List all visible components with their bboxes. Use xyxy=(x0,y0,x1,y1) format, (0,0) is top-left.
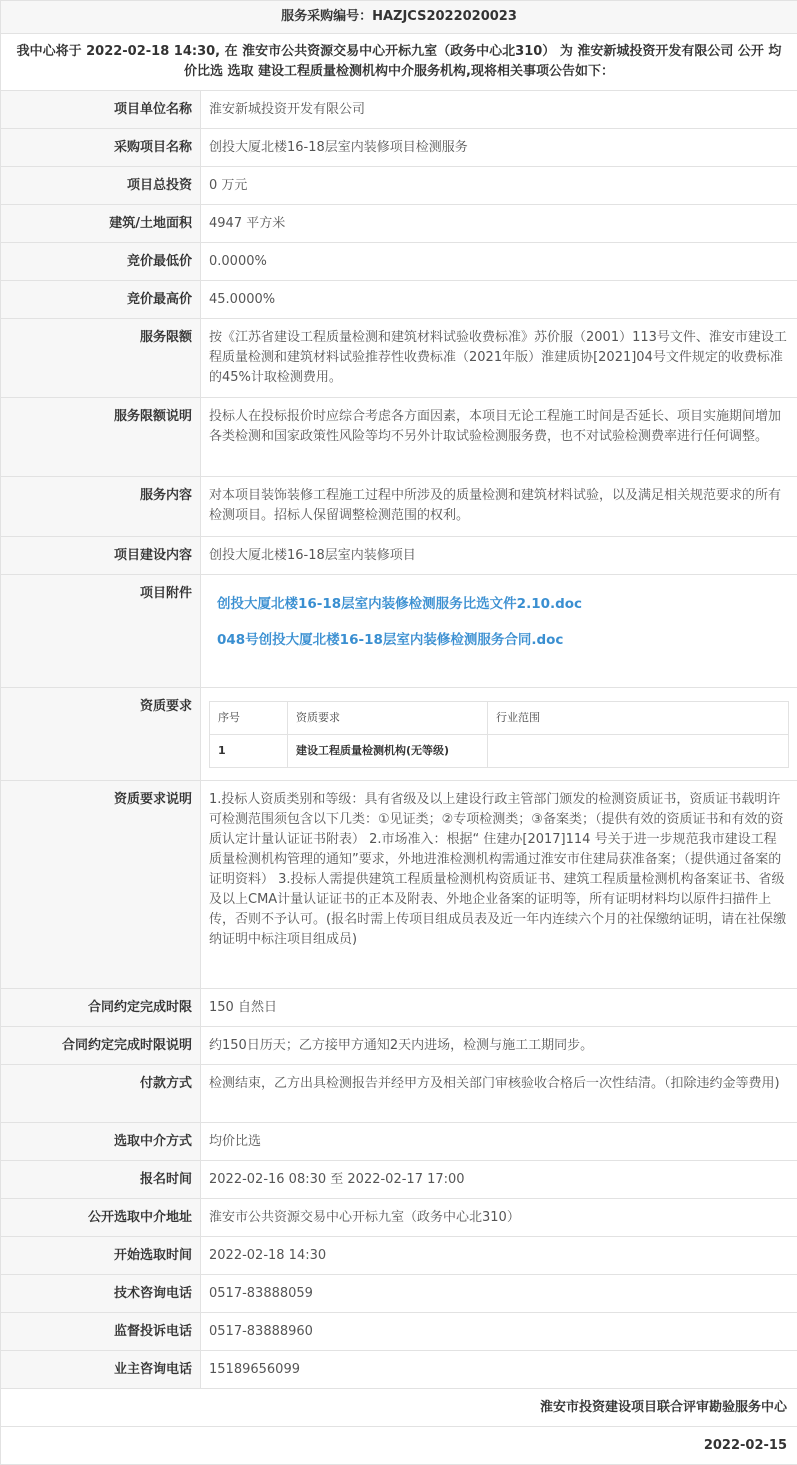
row-label: 监督投诉电话 xyxy=(1,1313,201,1351)
row-label: 竞价最高价 xyxy=(1,281,201,319)
row-value: 投标人在投标报价时应综合考虑各方面因素，本项目无论工程施工时间是否延长、项目实施期间增加各类检测和国家政策性风险等均不另外计取试验检测服务费，也不对试验检测费率进行任何调整。 xyxy=(201,398,797,477)
row-value: 0517-83888059 xyxy=(201,1275,797,1313)
row-value: 1.投标人资质类别和等级：具有省级及以上建设行政主管部门颁发的检测资质证书，资质证书载明许可检测范围须包含以下几类：①见证类；②专项检测类；③备案类；（提供有效的资质证书和有效的资质认定计量认证证书附表） 2.市场准入：根据“ 住建办[2017]114 号关于进一步规范我市建设工程质量检测机构管理的通知”要求，外地进淮检测机构需通过淮安市住建局获准备案；（提供通过备案的证明资料） 3.投标人需提供建筑工程质量检测机构资质证书、建筑工程质量检测机构备案证书、省级及以上CMA计量认证证书的正本及附表、外地企业备案的证明等，所有证明材料均以原件扫描件上传，否则不予认可。(报名时需上传项目组成员表及近一年内连续六个月的社保缴纳证明，请在社保缴纳证明中标注项目组成员) xyxy=(201,781,797,989)
row-label: 业主咨询电话 xyxy=(1,1351,201,1389)
row-label: 付款方式 xyxy=(1,1065,201,1123)
attachment-link-contract-doc[interactable]: 048号创投大厦北楼16-18层室内装修检测服务合同.doc xyxy=(217,630,789,650)
row-value: 2022-02-16 08:30 至 2022-02-17 17:00 xyxy=(201,1161,797,1199)
attachment-link-tender-doc[interactable]: 创投大厦北楼16-18层室内装修检测服务比选文件2.10.doc xyxy=(217,594,789,614)
qualification-table xyxy=(209,701,789,768)
row-value: 创投大厦北楼16-18层室内装修项目检测服务 xyxy=(201,129,797,167)
row-label: 选取中介方式 xyxy=(1,1123,201,1161)
row-value: 对本项目装饰装修工程施工过程中所涉及的质量检测和建筑材料试验，以及满足相关规范要求的所有检测项目。招标人保留调整检测范围的权利。 xyxy=(201,477,797,537)
announcement-intro: 我中心将于 2022-02-18 14:30, 在 淮安市公共资源交易中心开标九室（政务中心北310） 为 淮安新城投资开发有限公司 公开 均价比选 选取 建设工程质量检测机构中介服务机构,现将相关事项公告如下： xyxy=(1,34,797,91)
issuing-organization: 淮安市投资建设项目联合评审勘验服务中心 xyxy=(1,1389,797,1427)
row-label: 项目单位名称 xyxy=(1,91,201,129)
row-value: 4947 平方米 xyxy=(201,205,797,243)
row-value: 15189656099 xyxy=(201,1351,797,1389)
row-value: 2022-02-18 14:30 xyxy=(201,1237,797,1275)
row-value: 0 万元 xyxy=(201,167,797,205)
qualification-label: 资质要求 xyxy=(1,688,201,781)
row-label: 服务限额说明 xyxy=(1,398,201,477)
row-label: 项目总投资 xyxy=(1,167,201,205)
row-label: 服务内容 xyxy=(1,477,201,537)
row-value: 约150日历天；乙方接甲方通知2天内进场，检测与施工工期同步。 xyxy=(201,1027,797,1065)
cell-index: 1 xyxy=(210,735,288,768)
row-label: 开始选取时间 xyxy=(1,1237,201,1275)
row-value: 0.0000% xyxy=(201,243,797,281)
cell-requirement: 建设工程质量检测机构(无等级) xyxy=(288,735,488,768)
row-label: 合同约定完成时限说明 xyxy=(1,1027,201,1065)
row-label: 采购项目名称 xyxy=(1,129,201,167)
row-label: 公开选取中介地址 xyxy=(1,1199,201,1237)
col-header-index: 序号 xyxy=(210,702,288,735)
row-label: 资质要求说明 xyxy=(1,781,201,989)
attachments-list xyxy=(201,575,797,688)
row-value: 0517-83888960 xyxy=(201,1313,797,1351)
service-number-title: 服务采购编号：HAZJCS2022020023 xyxy=(1,1,797,34)
row-value: 按《江苏省建设工程质量检测和建筑材料试验收费标准》苏价服（2001）113号文件、淮安市建设工程质量检测和建筑材料试验推荐性收费标准（2021年版）淮建质协[2021]04号文件规定的收费标准的45%计取检测费用。 xyxy=(201,319,797,398)
qualification-cell xyxy=(201,688,797,781)
table-row xyxy=(210,735,789,768)
row-value: 均价比选 xyxy=(201,1123,797,1161)
row-label: 竞价最低价 xyxy=(1,243,201,281)
publish-date: 2022-02-15 xyxy=(1,1427,797,1465)
row-value: 检测结束，乙方出具检测报告并经甲方及相关部门审核验收合格后一次性结清。（扣除违约金等费用) xyxy=(201,1065,797,1123)
row-label: 合同约定完成时限 xyxy=(1,989,201,1027)
row-label: 技术咨询电话 xyxy=(1,1275,201,1313)
row-label: 报名时间 xyxy=(1,1161,201,1199)
row-label: 建筑/土地面积 xyxy=(1,205,201,243)
qualification-header-row xyxy=(210,702,789,735)
row-value: 创投大厦北楼16-18层室内装修项目 xyxy=(201,537,797,575)
row-label: 服务限额 xyxy=(1,319,201,398)
cell-industry xyxy=(488,735,789,768)
row-label: 项目建设内容 xyxy=(1,537,201,575)
row-value: 45.0000% xyxy=(201,281,797,319)
col-header-industry: 行业范围 xyxy=(488,702,789,735)
col-header-requirement: 资质要求 xyxy=(288,702,488,735)
row-value: 淮安新城投资开发有限公司 xyxy=(201,91,797,129)
row-value: 150 自然日 xyxy=(201,989,797,1027)
row-value: 淮安市公共资源交易中心开标九室（政务中心北310） xyxy=(201,1199,797,1237)
attachments-label: 项目附件 xyxy=(1,575,201,688)
